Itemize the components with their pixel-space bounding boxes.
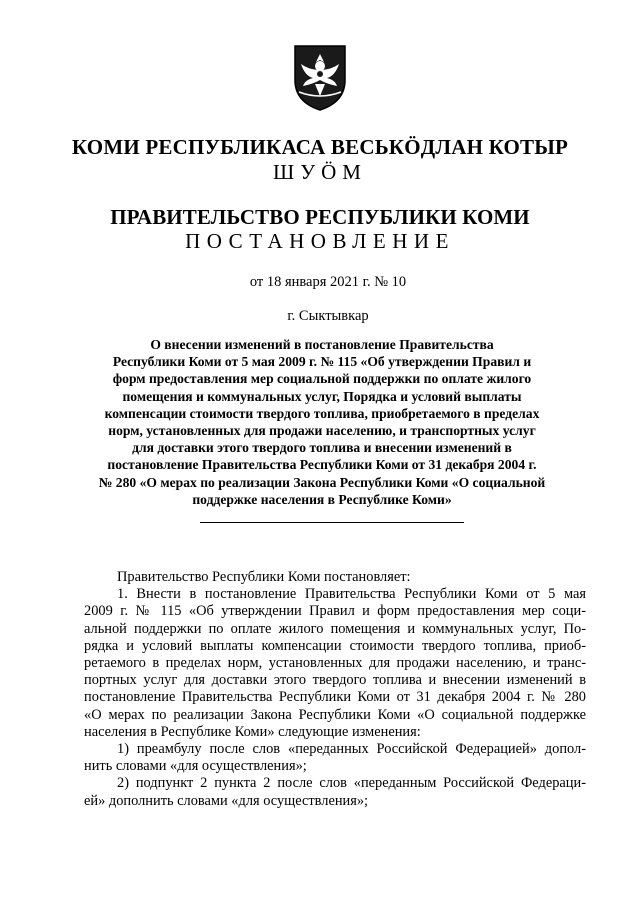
intro-paragraph: Правительство Республики Коми постановляет: bbox=[117, 569, 411, 585]
subject-line: Республики Коми от 5 мая 2009 г. № 115 «Об утверждении Правил и bbox=[112, 354, 532, 370]
coat-of-arms-emblem bbox=[291, 40, 349, 112]
date-number: от 18 января 2021 г. № 10 bbox=[249, 274, 407, 290]
subject-line: поддержке населения в Республике Коми» bbox=[192, 491, 452, 507]
paragraph-1-line: населения в Республике Коми» следующие изменения: bbox=[84, 723, 421, 740]
document-type: ПОСТАНОВЛЕНИЕ bbox=[185, 229, 455, 253]
paragraph-1-line: альной поддержки по оплате жилого помещения и коммунальных услуг, По- bbox=[84, 620, 586, 637]
paragraph-1-line: «О мерах по реализации Закона Республики Коми «О социальной поддержке bbox=[84, 706, 586, 723]
item-2-line: ей» дополнить словами «для осуществления»; bbox=[84, 792, 369, 809]
paragraph-1-line: 1. Внести в постановление Правительства Республики Коми от 5 мая bbox=[117, 586, 586, 603]
subject-line: помещения и коммунальных услуг, Порядка и условий выплаты bbox=[122, 388, 522, 404]
subject-line: О внесении изменений в постановление Правительства bbox=[150, 337, 494, 352]
komi-government-title: КОМИ РЕСПУБЛИКАСА ВЕСЬКӦДЛАН КОТЫР bbox=[71, 135, 569, 159]
subject-line: № 280 «О мерах по реализации Закона Республики Коми «О социальной bbox=[98, 474, 546, 490]
komi-document-type: ШУӦМ bbox=[273, 160, 367, 184]
subject-line: форм предоставления мер социальной поддержки по оплате жилого bbox=[112, 371, 532, 387]
item-1-line: нить словами «для осуществления»; bbox=[84, 758, 307, 775]
city: г. Сыктывкар bbox=[287, 308, 369, 324]
subject-line: компенсации стоимости твердого топлива, приобретаемого в пределах bbox=[104, 405, 540, 421]
coat-of-arms-icon bbox=[291, 40, 349, 112]
separator-line bbox=[200, 522, 464, 523]
paragraph-1-line: рядка и условий выплаты компенсации стоимости твердого топлива, приоб- bbox=[84, 637, 586, 654]
item-1-line: 1) преамбулу после слов «переданных Российской Федерацией» допол- bbox=[117, 741, 586, 758]
paragraph-1-line: портных услуг для доставки этого твердого топлива и внесении изменений в bbox=[84, 672, 586, 689]
paragraph-1-line: постановление Правительства Республики Коми от 31 декабря 2004 г. № 280 bbox=[84, 689, 586, 706]
item-2-line: 2) подпункт 2 пункта 2 после слов «переданным Российской Федераци- bbox=[117, 775, 586, 792]
government-title: ПРАВИТЕЛЬСТВО РЕСПУБЛИКИ КОМИ bbox=[110, 205, 530, 229]
subject-line: норм, установленных для продажи населению, и транспортных услуг bbox=[108, 423, 536, 439]
document-subject bbox=[88, 336, 556, 508]
paragraph-1-line: ретаемого в пределах норм, установленных для продажи населению, и транс- bbox=[84, 655, 586, 672]
paragraph-1-line: 2009 г. № 115 «Об утверждении Правил и форм предоставления мер соци- bbox=[84, 603, 586, 620]
subject-line: постановление Правительства Республики Коми от 31 декабря 2004 г. bbox=[107, 457, 537, 473]
subject-line: для доставки этого твердого топлива и внесении изменений в bbox=[132, 440, 512, 456]
document-body bbox=[84, 569, 586, 810]
